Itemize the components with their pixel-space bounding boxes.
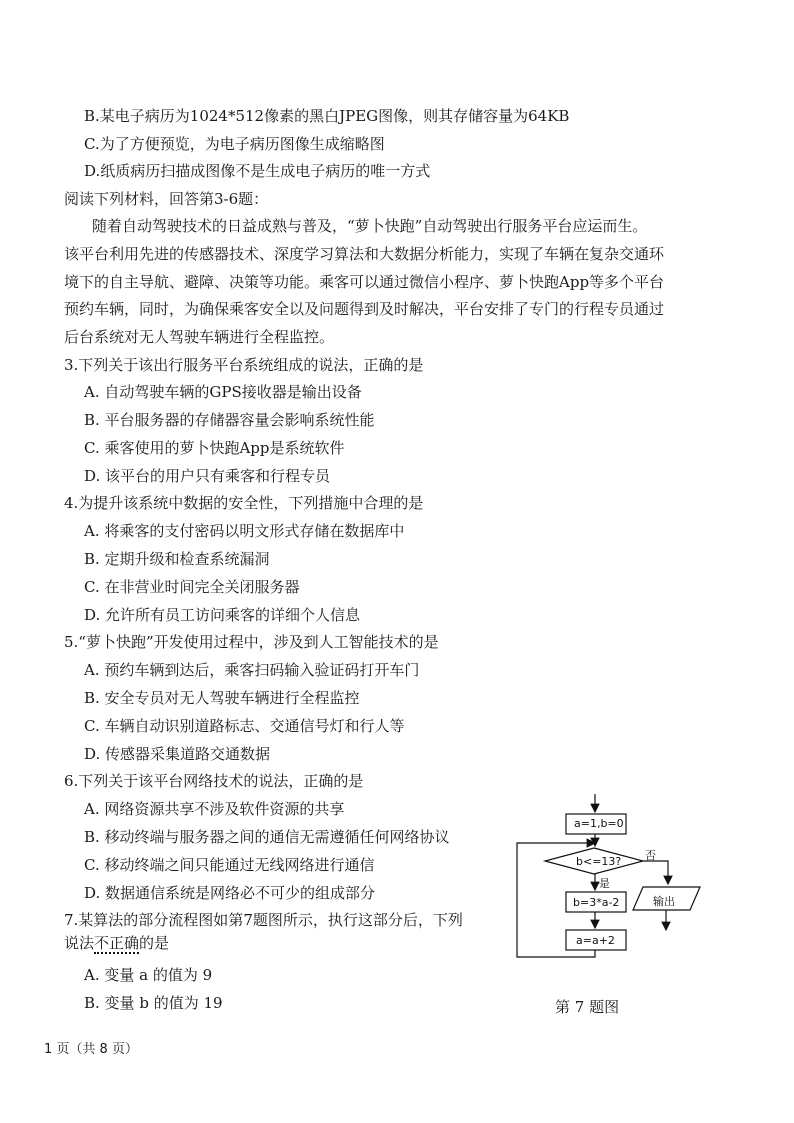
- yes-label: 是: [599, 877, 610, 890]
- step2-label: a=a+2: [576, 934, 615, 947]
- question-7-stem: 7.某算法的部分流程图如第7题图所示，执行这部分后，下列: [64, 911, 463, 929]
- q6-option-b: B. 移动终端与服务器之间的通信无需遵循任何网络协议: [84, 828, 450, 846]
- q6-option-a: A. 网络资源共享不涉及软件资源的共享: [84, 800, 345, 818]
- q4-option-c: C. 在非营业时间完全关闭服务器: [84, 578, 300, 596]
- q5-option-b: B. 安全专员对无人驾驶车辆进行全程监控: [84, 689, 360, 707]
- no-arrow: [643, 861, 668, 884]
- q5-option-a: A. 预约车辆到达后，乘客扫码输入验证码打开车门: [84, 661, 420, 679]
- question-7-stem-line2: 说法不正确的是: [64, 934, 170, 952]
- q3-option-d: D. 该平台的用户只有乘客和行程专员: [84, 467, 331, 485]
- step1-label: b=3*a-2: [573, 896, 620, 909]
- init-label: a=1,b=0: [574, 817, 624, 830]
- passage-line: 该平台利用先进的传感器技术、深度学习算法和大数据分析能力，实现了车辆在复杂交通环: [64, 245, 665, 263]
- passage-line: 境下的自主导航、避障、决策等功能。乘客可以通过微信小程序、萝卜快跑App等多个平台: [64, 273, 665, 291]
- emphasis-not-correct: 不正确: [94, 934, 140, 952]
- output-label: 输出: [653, 895, 675, 908]
- q7-option-b: B. 变量 b 的值为 19: [84, 994, 223, 1012]
- q7-option-a: A. 变量 a 的值为 9: [84, 966, 213, 984]
- q6-option-d: D. 数据通信系统是网络必不可少的组成部分: [84, 884, 376, 902]
- q4-option-a: A. 将乘客的支付密码以明文形式存储在数据库中: [84, 522, 405, 540]
- question-5-stem: 5.“萝卜快跑”开发使用过程中，涉及到人工智能技术的是: [64, 633, 439, 651]
- reading-intro: 阅读下列材料，回答第3-6题：: [64, 190, 269, 208]
- question-3-stem: 3.下列关于该出行服务平台系统组成的说法，正确的是: [64, 356, 424, 374]
- q5-option-d: D. 传感器采集道路交通数据: [84, 745, 271, 763]
- q3-option-b: B. 平台服务器的存储器容量会影响系统性能: [84, 411, 375, 429]
- q6-option-c: C. 移动终端之间只能通过无线网络进行通信: [84, 856, 375, 874]
- q4-option-b: B. 定期升级和检查系统漏洞: [84, 550, 270, 568]
- figure-caption: 第 7 题图: [555, 998, 620, 1016]
- question-6-stem: 6.下列关于该平台网络技术的说法，正确的是: [64, 772, 364, 790]
- no-label: 否: [645, 849, 656, 862]
- prev-option-c: C.为了方便预览，为电子病历图像生成缩略图: [84, 135, 385, 153]
- page-footer: 1 页（共 8 页）: [44, 1042, 138, 1057]
- q5-option-c: C. 车辆自动识别道路标志、交通信号灯和行人等: [84, 717, 405, 735]
- question-4-stem: 4.为提升该系统中数据的安全性，下列措施中合理的是: [64, 494, 424, 512]
- passage-line: 随着自动驾驶技术的日益成熟与普及，“萝卜快跑”自动驾驶出行服务平台应运而生。: [92, 217, 648, 235]
- prev-option-d: D.纸质病历扫描成图像不是生成电子病历的唯一方式: [84, 162, 431, 180]
- passage-line: 后台系统对无人驾驶车辆进行全程监控。: [64, 328, 335, 346]
- q4-option-d: D. 允许所有员工访问乘客的详细个人信息: [84, 606, 361, 624]
- prev-option-b: B.某电子病历为1024*512像素的黑白JPEG图像，则其存储容量为64KB: [84, 107, 570, 125]
- condition-label: b<=13?: [576, 855, 622, 868]
- passage-line: 预约车辆，同时，为确保乘客安全以及问题得到及时解决，平台安排了专门的行程专员通过: [64, 300, 665, 318]
- q3-option-c: C. 乘客使用的萝卜快跑App是系统软件: [84, 439, 345, 457]
- q3-option-a: A. 自动驾驶车辆的GPS接收器是输出设备: [84, 383, 362, 401]
